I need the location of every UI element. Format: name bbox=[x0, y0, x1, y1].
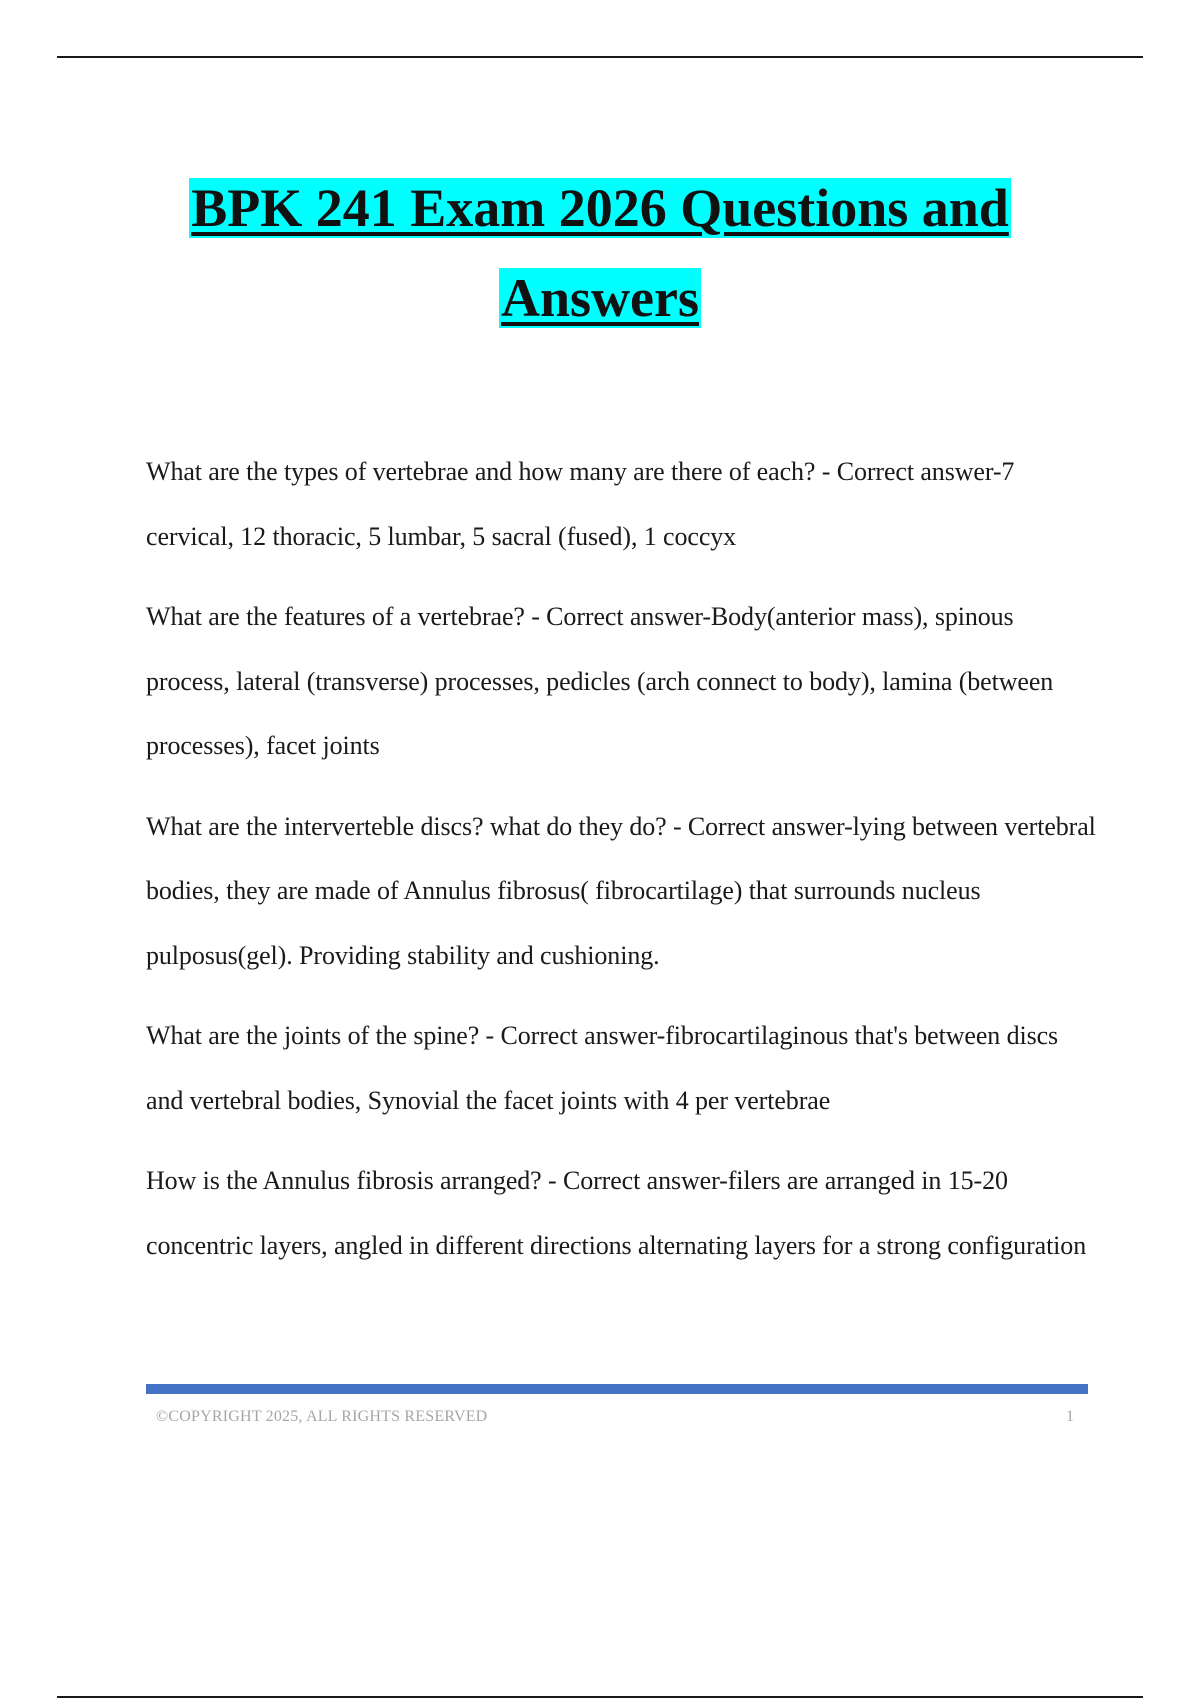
bottom-rule bbox=[57, 1696, 1143, 1698]
qa-list bbox=[146, 440, 1096, 1294]
qa-item-annulus-arrangement: How is the Annulus fibrosis arranged? - Correct answer-filers are arranged in 15-20 concentric layers, angled in different directions alternating layers for a strong configuration bbox=[146, 1166, 1087, 1260]
qa-item-vertebrae-features: What are the features of a vertebrae? - Correct answer-Body(anterior mass), spinous process, lateral (transverse) processes, pedicles (arch connect to body), lamina (between processes), facet joints bbox=[146, 602, 1054, 760]
qa-item-vertebrae-types: What are the types of vertebrae and how many are there of each? - Correct answer-7 cervical, 12 thoracic, 5 lumbar, 5 sacral (fused), 1 coccyx bbox=[146, 457, 1015, 551]
header-rule bbox=[57, 56, 1143, 58]
title-line-1: BPK 241 Exam 2026 Questions and bbox=[191, 178, 1009, 238]
footer-copyright: ©COPYRIGHT 2025, ALL RIGHTS RESERVED bbox=[156, 1408, 488, 1425]
title-line-2: Answers bbox=[501, 268, 699, 328]
page-number: 1 bbox=[1066, 1408, 1074, 1425]
document-title bbox=[0, 178, 1200, 328]
qa-item-intervertebral-discs: What are the interverteble discs? what do they do? - Correct answer-lying between vertebral bodies, they are made of Annulus fibrosus( fibrocartilage) that surrounds nucleus pulposus(gel). Providing stability and cushioning. bbox=[146, 811, 1096, 970]
footer-bar bbox=[146, 1384, 1088, 1394]
qa-item-spine-joints: What are the joints of the spine? - Correct answer-fibrocartilaginous that's between discs and vertebral bodies, Synovial the facet joints with 4 per vertebrae bbox=[146, 1021, 1059, 1115]
